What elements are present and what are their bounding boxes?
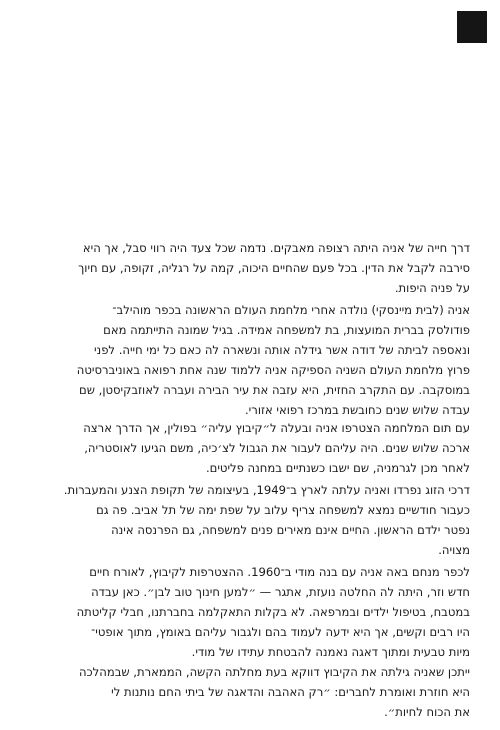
paragraph-6	[30, 662, 470, 722]
paragraph-line: חדש וזר, היתה לה החלטה נועזת, אתגר — ״למען חינוך טוב לבן״. כאן עבדה	[91, 585, 470, 599]
paragraph-line: מיות טבעית ומתוך דאגה נאמנה להבטחת עתידו של מודי.	[191, 645, 470, 659]
paragraph-line: ונאספה לביתה של דודה אשר גידלה אותה ונשארה לה כאם כל ימי חייה. לפני	[93, 343, 470, 357]
paragraph-3	[30, 418, 470, 478]
paragraph-line: אניה (לבית מיינסקי) נולדה אחרי מלחמת העולם הראשונה בכפר מוהילב־	[112, 303, 470, 317]
paragraph-line: את הכוח לחיות״.	[384, 705, 470, 719]
paragraph-line: מצויה.	[438, 543, 470, 557]
paragraph-line: היו רבים וקשים, אך היא ידעה לעמוד בהם ולגבור עליהם באומץ, מתוך אופטי־	[91, 625, 470, 639]
paragraph-line: היא חוזרת ואומרת לחברים: ״רק האהבה והדאגה של ביתי החם נותנות לי	[111, 685, 470, 699]
corner-square-mark	[457, 11, 487, 43]
paragraph-line: לאחר מכן לגרמניה, שם ישבו כשנתיים במחנה פליטים.	[205, 461, 470, 475]
paragraph-line: לכפר מנחם באה אניה עם בנה מודי ב־1960. ההצטרפות לקיבוץ, לאורח חיים	[89, 565, 470, 579]
paragraph-line: ייתכן שאניה גילתה את הקיבוץ דווקא בעת מחלתה הקשה, הממארת, שבמהלכה	[78, 665, 470, 679]
paragraph-line: על פניה היפות.	[394, 281, 470, 295]
paragraph-line: עבדה שלוש שנים כחובשת במרכז רפואי אזורי.	[245, 403, 470, 417]
paragraph-line: פודולסק בברית המועצות, בת למשפחה אמידה. בגיל שמונה התייתמה מאם	[103, 323, 470, 337]
paragraph-1	[30, 238, 470, 298]
paragraph-4	[30, 480, 470, 560]
paragraph-line: נפטר ילדם הראשון. החיים אינם מאירים פנים למשפחה, גם הפרנסה אינה	[111, 523, 470, 537]
paragraph-line: דרכי הזוג נפרדו ואניה עלתה לארץ ב־1949, בעיצומה של תקופת הצנע והמעברות.	[63, 483, 470, 497]
paragraph-line: במוסקבה. עם התקרב החזית, היא עזבה את עיר הבירה ועברה לאוזבקיסטן, שם	[79, 383, 470, 397]
paragraph-5	[30, 562, 470, 662]
paragraph-2	[30, 300, 470, 420]
paragraph-line: סירבה לקבל את הדין. בכל פעם שהחיים היכוה, קמה על רגליה, זקופה, עם חיוך	[78, 261, 470, 275]
paragraph-line: ארכה שלוש שנים. היה עליהם לעבור את הגבול לצ׳כיה, משם הגיעו לאוסטריה,	[84, 441, 470, 455]
paragraph-line: פרוץ מלחמת העולם השניה הספיקה אניה ללמוד שנה אחת רפואה באוניברסיטה	[76, 363, 470, 377]
paragraph-line: עם תום המלחמה הצטרפו אניה ובעלה ל״קיבוץ עליה״ בפולין, אך הדרך ארצה	[83, 421, 470, 435]
paragraph-line: במטבח, בטיפול ילדים ובמרפאה. לא בקלות התאקלמה בחברתנו, חבלי קליטתה	[76, 605, 470, 619]
paragraph-line: דרך חייה של אניה היתה רצופה מאבקים. נדמה שכל צעד היה רווי סבל, אך היא	[82, 241, 470, 255]
paragraph-line: כעבור חודשיים נמצא למשפחה צריף עלוב על שפת ימה של תל אביב. פה גם	[96, 503, 470, 517]
